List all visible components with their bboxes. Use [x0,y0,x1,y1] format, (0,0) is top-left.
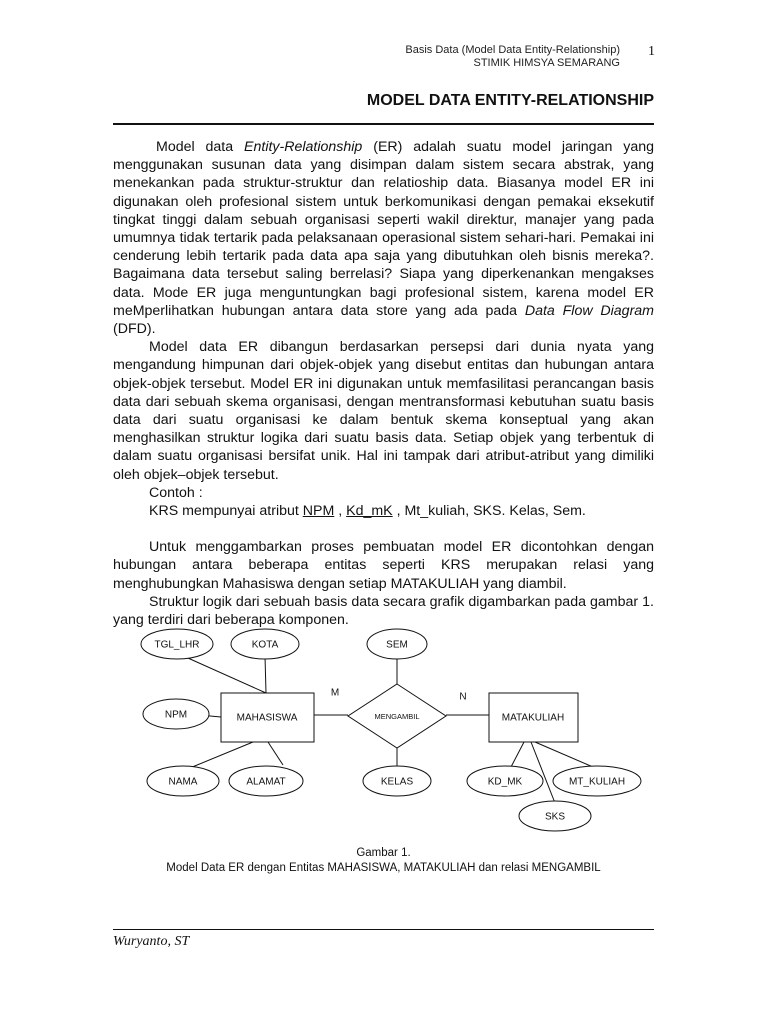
paragraph-2: Model data ER dibangun berdasarkan persepsi dari dunia nyata yang mengandung himpunan dari objek-objek yang disebut entitas dan hubungan antara objek-objek tersebut. Model ER ini digunakan untuk memfasilitasi perancangan basis data dari sebuah skema organisasi, dengan mentransformasi kebutuhan suatu basis data dari suatu organisasi ke dalam bentuk skema konseptual yang akan menghasilkan struktur logika dari suatu basis data. Setiap objek yang terbentuk di dalam suatu organisasi bersifat unik. Hal ini tampak dari atribut-atribut yang dimiliki oleh objek–objek tersebut. [113,339,654,483]
attr-npm-label: NPM [164,709,188,721]
page-number: 1 [648,44,655,59]
paragraph-3: Untuk menggambarkan proses pembuatan model ER dicontohkan dengan hubungan antara beberapa entitas seperti KRS merupakan relasi yang menghubungkan Mahasiswa dengan setiap MATAKULIAH yang diambil. [113,539,654,592]
header-institution: STIMIK HIMSYA SEMARANG [473,57,620,69]
cardinality-n-label: N [459,691,467,703]
attr-mt-kuliah-label: MT_KULIAH [568,776,626,788]
entity-mahasiswa-label: MAHASISWA [236,712,298,724]
attr-nama-label: NAMA [168,776,198,788]
attr-kd-mk-label: KD_MK [487,776,523,788]
krs-key-npm: NPM [302,503,335,520]
krs-key-kdmk: Kd_mK [346,503,393,520]
running-header [405,44,620,70]
relationship-mengambil-label: MENGAMBIL [374,711,420,721]
header-course-title: Basis Data (Model Data Entity-Relationship) [405,44,620,56]
attr-kota-label: KOTA [251,639,279,651]
example-attributes [113,502,654,520]
entity-matakuliah-label: MATAKULIAH [501,712,565,724]
page-title: MODEL DATA ENTITY-RELATIONSHIP [366,92,654,109]
attr-sem-label: SEM [386,639,408,651]
cardinality-m-label: M [330,687,340,699]
caption-description: Model Data ER dengan Entitas MAHASISWA, MATAKULIAH dan relasi MENGAMBIL [166,862,601,874]
er-diagram [113,620,654,840]
krs-text-b: , Mt_kuliah, SKS. Kelas, Sem. [392,503,586,520]
example-label: Contoh : [149,484,203,501]
p1-text-a: Model data [156,139,245,155]
paragraph-1 [113,138,654,338]
attr-sks-label: SKS [544,811,566,823]
attr-tgl-lhr-label: TGL_LHR [154,639,200,651]
krs-separator: , [334,503,347,520]
figure-caption [113,846,654,876]
body-text [113,138,654,629]
attr-alamat-label: ALAMAT [246,776,286,788]
footer-divider [113,929,654,930]
attr-kelas-label: KELAS [380,776,414,788]
p1-text-b: (ER) adalah suatu model jaringan yang menggunakan susunan data yang disimpan dalam sistem secara abstrak, yang menekankan pada struktur-struktur dan relatioship data. Biasanya model ER ini digunakan oleh profesional sistem untuk berkomunikasi dengan pemakai eksekutif tingkat tinggi dalam sebuah organisasi seperti wakil direktur, manajer yang pada umumnya tidak tertarik pada pelaksanaan operasional sistem sehari-hari. Pemakai ini cenderung lebih tertarik pada data apa saja yang dibutuhkan oleh bisnis mereka?. Bagaimana data tersebut saling berrelasi? Siapa yang diperkenankan mengakses data. Mode ER juga menguntungkan bagi profesional sistem, karena model ER meMperlihatkan hubungan antara data store yang ada pada [113,139,654,319]
spacer [113,520,654,538]
paragraph-4: Struktur logik dari sebuah basis data secara grafik digambarkan pada gambar 1. yang terdiri dari beberapa komponen. [113,593,654,629]
krs-text-a: KRS mempunyai atribut [149,503,303,520]
p1-text-c: (DFD). [113,321,156,338]
footer-author: Wuryanto, ST [113,934,190,949]
caption-figure-number: Gambar 1. [356,847,411,859]
p1-emphasis-er: Entity-Relationship [244,139,363,155]
title-divider [113,123,654,125]
p1-emphasis-dfd: Data Flow Diagram [524,302,654,319]
